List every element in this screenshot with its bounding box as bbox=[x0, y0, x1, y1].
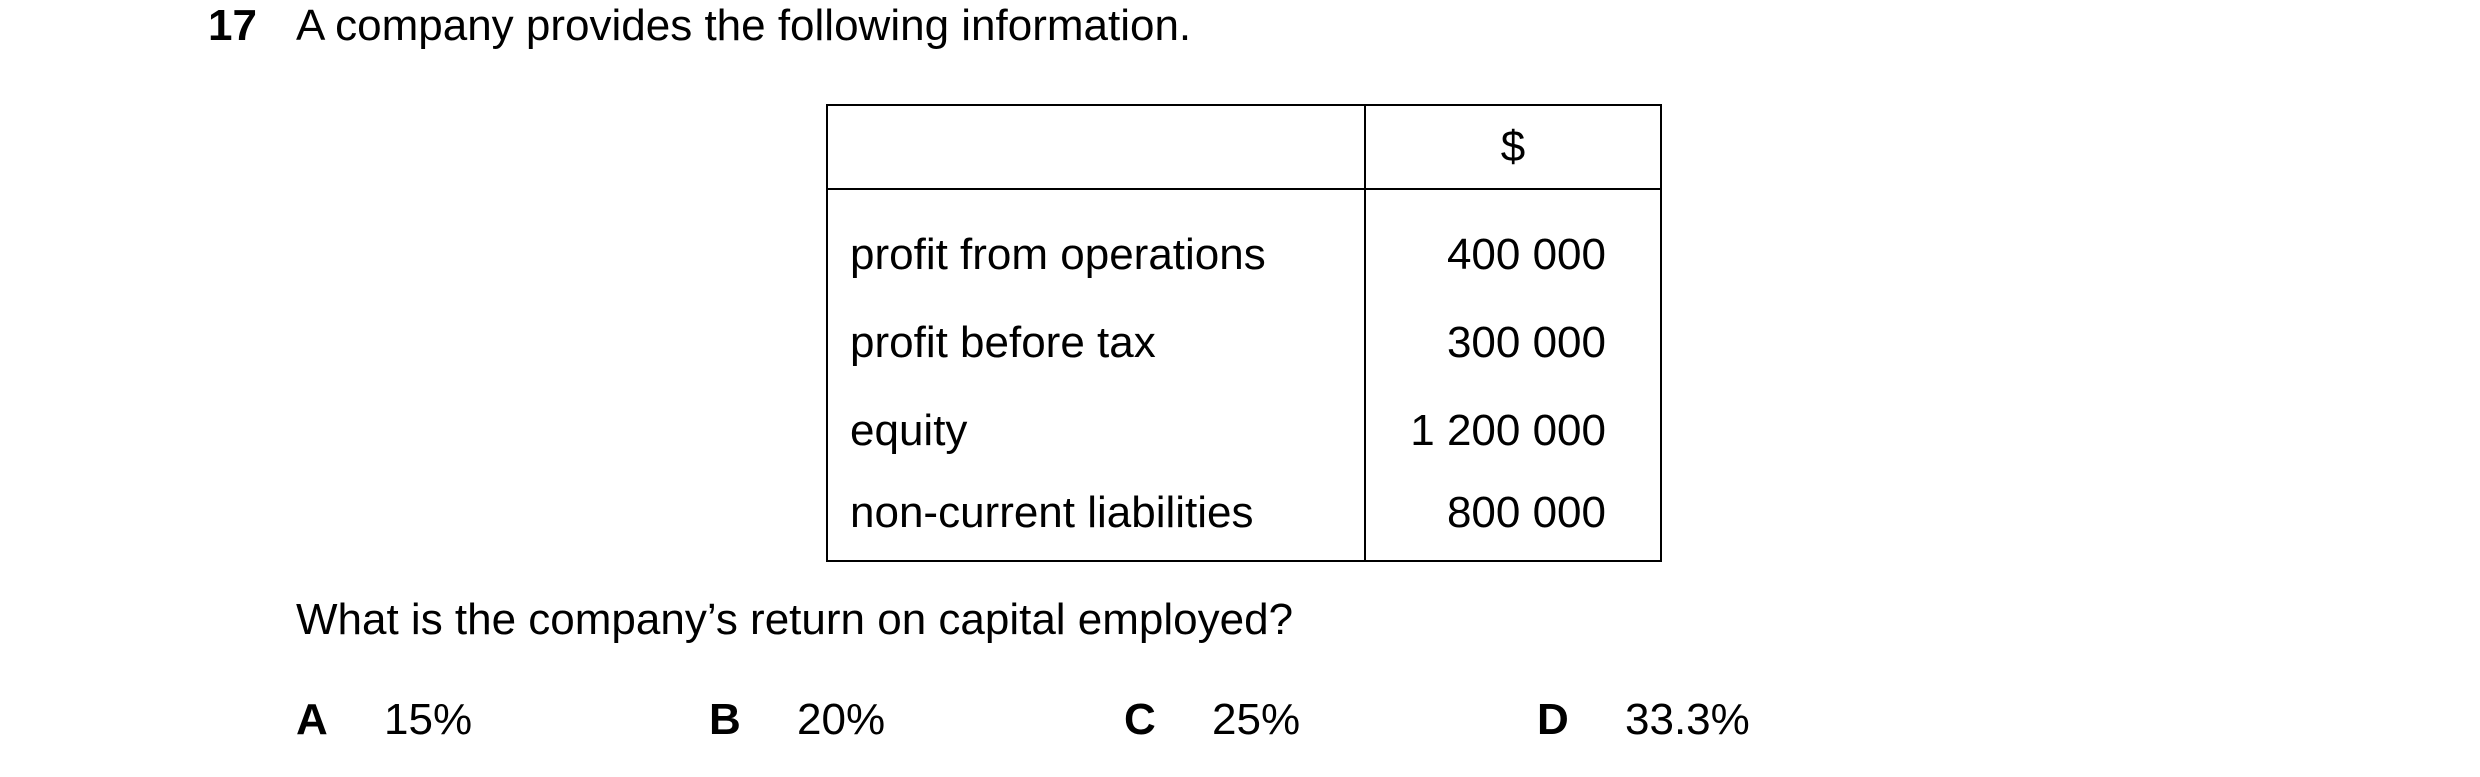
row-label: profit before tax bbox=[827, 299, 1365, 387]
option-a[interactable] bbox=[296, 695, 473, 744]
option-text: 25% bbox=[1212, 695, 1301, 744]
question-intro: A company provides the following information. bbox=[296, 1, 1192, 50]
table-row bbox=[827, 475, 1661, 561]
option-letter: A bbox=[296, 695, 328, 744]
table-header-row bbox=[827, 105, 1661, 189]
option-text: 20% bbox=[797, 695, 886, 744]
information-table bbox=[826, 104, 1662, 562]
row-value: 800 000 bbox=[1365, 475, 1661, 561]
row-label: equity bbox=[827, 387, 1365, 475]
option-text: 15% bbox=[384, 695, 473, 744]
option-text: 33.3% bbox=[1625, 695, 1750, 744]
option-b[interactable] bbox=[709, 695, 886, 744]
row-value: 300 000 bbox=[1365, 299, 1661, 387]
table-row bbox=[827, 189, 1661, 299]
row-label: non-current liabilities bbox=[827, 475, 1365, 561]
option-letter: C bbox=[1124, 695, 1156, 744]
option-c[interactable] bbox=[1124, 695, 1301, 744]
table-header-currency: $ bbox=[1365, 105, 1661, 189]
table-row bbox=[827, 387, 1661, 475]
option-letter: D bbox=[1537, 695, 1569, 744]
option-d[interactable] bbox=[1537, 695, 1750, 744]
row-value: 1 200 000 bbox=[1365, 387, 1661, 475]
table-header-label bbox=[827, 105, 1365, 189]
question-number: 17 bbox=[208, 1, 257, 50]
row-value: 400 000 bbox=[1365, 189, 1661, 299]
row-label: profit from operations bbox=[827, 189, 1365, 299]
question-prompt: What is the company’s return on capital employed? bbox=[296, 595, 1294, 644]
table-row bbox=[827, 299, 1661, 387]
option-letter: B bbox=[709, 695, 741, 744]
